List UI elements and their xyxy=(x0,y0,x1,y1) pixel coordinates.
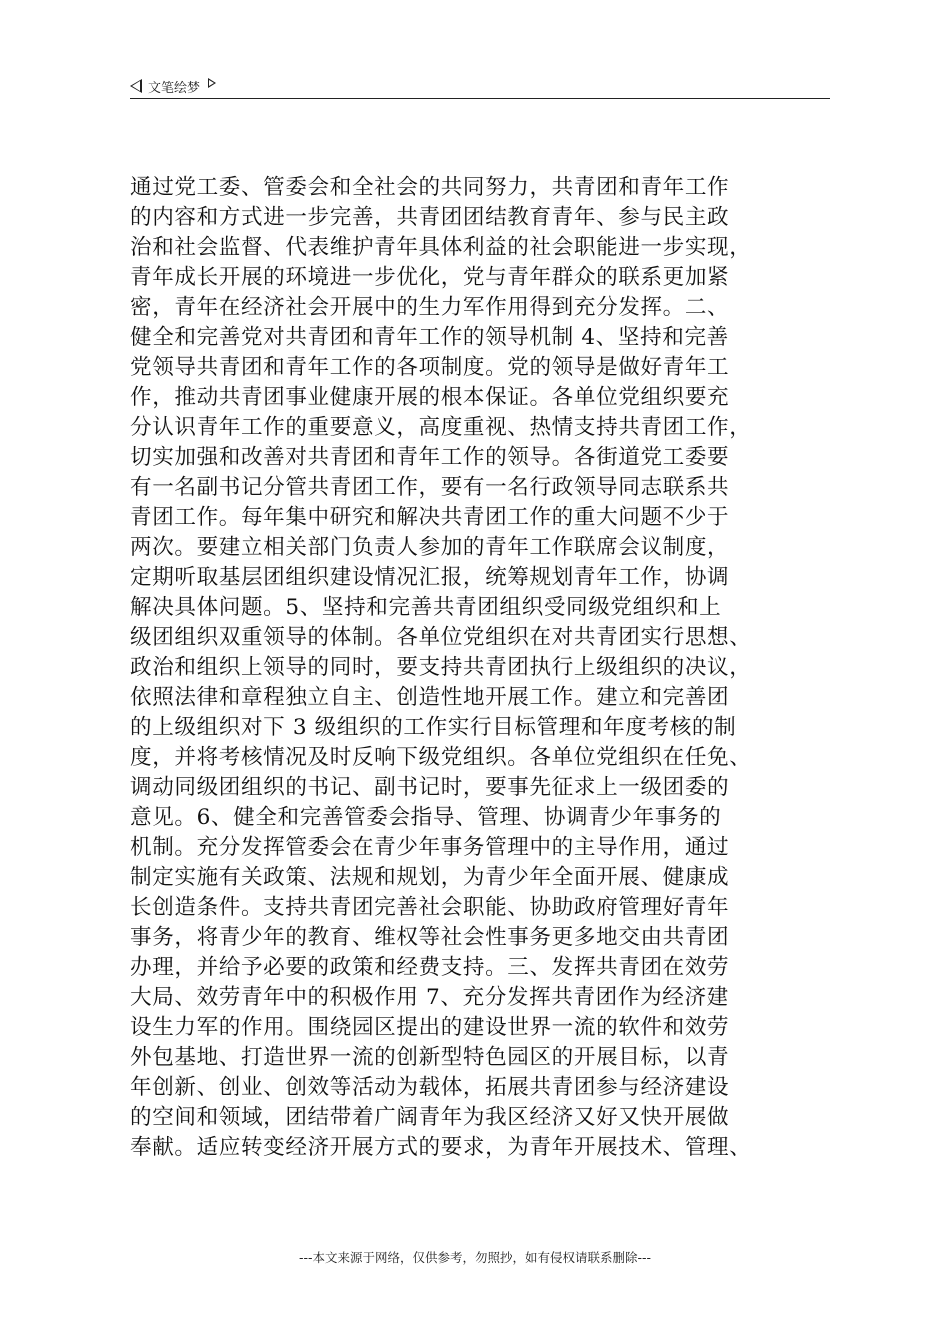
text-line: 健全和完善党对共青团和青年工作的领导机制 4、坚持和完善 xyxy=(130,325,729,350)
text-line: 意见。6、健全和完善管委会指导、管理、协调青少年事务的 xyxy=(130,805,722,830)
text-line: 的上级组织对下 3 级组织的工作实行目标管理和年度考核的制 xyxy=(130,715,737,740)
text-line: 两次。要建立相关部门负责人参加的青年工作联席会议制度， xyxy=(130,535,730,560)
text-line: 青年成长开展的环境进一步优化，党与青年群众的联系更加紧 xyxy=(130,265,730,290)
text-line: 解决具体问题。5、坚持和完善共青团组织受同级党组织和上 xyxy=(130,595,722,620)
text-line: 依照法律和章程独立自主、创造性地开展工作。建立和完善团 xyxy=(130,685,730,710)
left-triangle-icon xyxy=(130,79,142,93)
text-line: 定期听取基层团组织建设情况汇报，统筹规划青年工作，协调 xyxy=(130,565,730,590)
text-line: 制定实施有关政策、法规和规划，为青少年全面开展、健康成 xyxy=(130,865,730,890)
text-line: 办理，并给予必要的政策和经费支持。三、发挥共青团在效劳 xyxy=(130,955,730,980)
text-line: 治和社会监督、代表维护青年具体利益的社会职能进一步实现， xyxy=(130,235,752,260)
text-line: 党领导共青团和青年工作的各项制度。党的领导是做好青年工 xyxy=(130,355,730,380)
text-line: 度，并将考核情况及时反响下级党组织。各单位党组织在任免、 xyxy=(130,745,752,770)
text-line: 有一名副书记分管共青团工作，要有一名行政领导同志联系共 xyxy=(130,475,730,500)
text-line: 大局、效劳青年中的积极作用 7、充分发挥共青团作为经济建 xyxy=(130,985,729,1010)
text-line: 机制。充分发挥管委会在青少年事务管理中的主导作用，通过 xyxy=(130,835,730,860)
text-line: 切实加强和改善对共青团和青年工作的领导。各街道党工委要 xyxy=(130,445,730,470)
page-footer: ---本文来源于网络，仅供参考，勿照抄，如有侵权请联系删除--- xyxy=(298,1250,652,1265)
text-line: 长创造条件。支持共青团完善社会职能、协助政府管理好青年 xyxy=(130,895,730,920)
header-title: 文笔绘梦 xyxy=(148,80,201,96)
text-line: 分认识青年工作的重要意义，高度重视、热情支持共青团工作， xyxy=(130,415,752,440)
text-line: 政治和组织上领导的同时，要支持共青团执行上级组织的决议， xyxy=(130,655,752,680)
text-line: 年创新、创业、创效等活动为载体，拓展共青团参与经济建设 xyxy=(130,1075,730,1100)
text-line: 青团工作。每年集中研究和解决共青团工作的重大问题不少于 xyxy=(130,505,730,530)
text-line: 设生力军的作用。围绕园区提出的建设世界一流的软件和效劳 xyxy=(130,1015,730,1040)
body-text xyxy=(130,173,842,1163)
text-line: 事务，将青少年的教育、维权等社会性事务更多地交由共青团 xyxy=(130,925,730,950)
text-line: 的内容和方式进一步完善，共青团团结教育青年、参与民主政 xyxy=(130,205,730,230)
text-line: 的空间和领域，团结带着广阔青年为我区经济又好又快开展做 xyxy=(130,1105,730,1130)
text-line: 调动同级团组织的书记、副书记时，要事先征求上一级团委的 xyxy=(130,775,730,800)
header-divider xyxy=(130,98,830,99)
text-line: 通过党工委、管委会和全社会的共同努力，共青团和青年工作 xyxy=(130,175,730,200)
right-triangle-icon xyxy=(208,78,216,88)
text-line: 级团组织双重领导的体制。各单位党组织在对共青团实行思想、 xyxy=(130,625,752,650)
page-header xyxy=(130,74,830,98)
text-line: 密，青年在经济社会开展中的生力军作用得到充分发挥。二、 xyxy=(130,295,730,320)
text-line: 作，推动共青团事业健康开展的根本保证。各单位党组织要充 xyxy=(130,385,730,410)
text-line: 奉献。适应转变经济开展方式的要求，为青年开展技术、管理、 xyxy=(130,1135,752,1160)
text-line: 外包基地、打造世界一流的创新型特色园区的开展目标，以青 xyxy=(130,1045,730,1070)
